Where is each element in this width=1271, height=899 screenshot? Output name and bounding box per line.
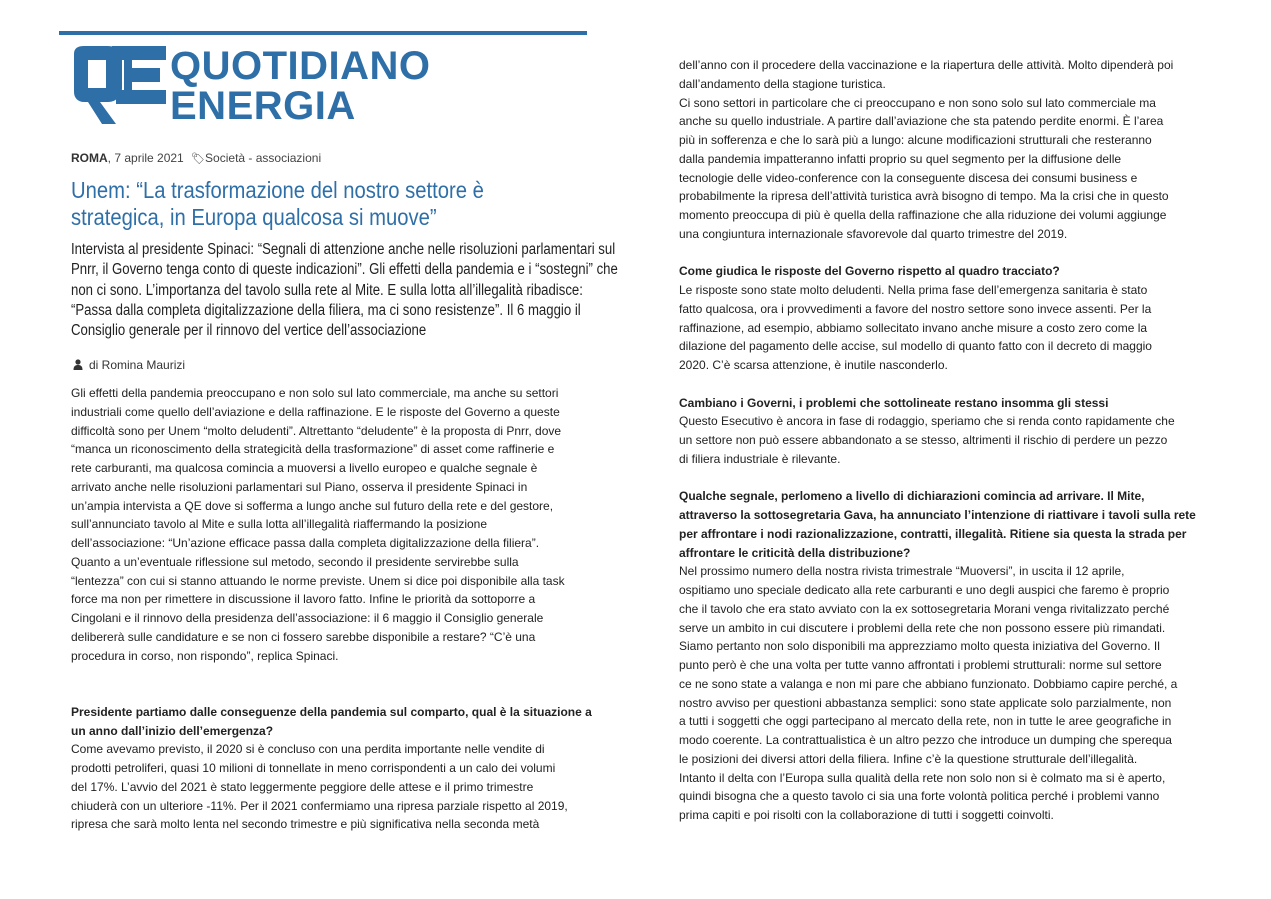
text-line: prima capiti e poi risolti con la collaborazione di tutti i soggetti coinvolti. (679, 808, 1054, 822)
subtitle-line: non ci sono. L’importanza del tavolo sulla rete al Mite. E sulla lotta all’illegalità ribadisce: (71, 281, 583, 299)
text-line: un’ampia intervista a QE dove si sofferma a lungo anche sul futuro della rete e del gestore, (71, 498, 554, 513)
subtitle-line: Pnrr, il Governo tenga conto di queste indicazioni”. Gli effetti della pandemia e i “sostegni” che (71, 261, 618, 279)
text-line: Gli effetti della pandemia preoccupano e non solo sul lato commerciale, ma anche su settori (71, 386, 559, 400)
text-line: rete carburanti, ma qualcosa comincia a muoversi a livello europeo e qualche segnale è (71, 461, 538, 475)
interview-question (679, 487, 1196, 562)
paragraph-spacer (679, 469, 1189, 488)
text-line: un anno dall’inizio dell’emergenza? (71, 723, 274, 738)
text-line: punto però è che una volta per tutte vanno affrontati i problemi strutturali: norme sul settore (679, 658, 1162, 672)
text-line: Presidente partiamo dalle conseguenze della pandemia sul comparto, qual è la situazione a (71, 704, 592, 719)
paragraph (679, 562, 1189, 825)
text-line: più in sofferenza e che lo sarà più a lungo: alcune modificazioni strutturali che resteranno (679, 133, 1152, 147)
header-rule (59, 31, 587, 35)
paragraph (679, 412, 1189, 468)
blank-line (679, 469, 1189, 488)
text-line: Nel prossimo numero della nostra rivista trimestrale “Muoversi”, in uscita il 12 aprile, (679, 564, 1125, 579)
text-line: dalla pandemia impatteranno infatti proprio su quel segmento per la diffusione delle (679, 151, 1122, 166)
text-line: del 17%. L’avvio del 2021 è stato leggermente peggiore delle attese e il primo trimestre (71, 779, 534, 794)
subtitle-line: “Passa dalla completa digitalizzazione della filiera, ma ci sono resistenze”. Il 6 maggio il (71, 301, 581, 319)
text-line: le posizioni dei diversi attori della filiera. Infine c’è la questione strutturale dell’illegalità. (679, 751, 1138, 766)
text-line: ce ne sono state a valanga e non mi pare che abbiano funzionato. Dobbiamo capire perché, a (679, 676, 1178, 691)
article-body-right-column (679, 56, 1196, 825)
text-line: un settore non può essere abbandonato a se stesso, altrimenti il rischio di perdere un pezzo (679, 433, 1168, 447)
text-line: momento preoccupa di più è quella della raffinazione che alla riduzione dei volumi aggiunge (679, 208, 1167, 222)
text-line: arrivato anche nelle risoluzioni parlamentari sul Piano, osserva il presidente Spinaci in (71, 479, 528, 494)
text-line: ripresa che sarà molto lenta nel secondo trimestre e più significativa nella seconda metà (71, 817, 540, 832)
headline-line: Unem: “La trasformazione del nostro settore è (71, 177, 484, 203)
text-line: che il tavolo che era stato avviato con la ex sottosegretaria Morani venga rivitalizzato perché (679, 601, 1170, 616)
brand-logo[interactable] (72, 44, 472, 130)
headline-line: strategica, in Europa qualcosa si muove” (71, 204, 437, 230)
logo-line-2: ENERGIA (170, 84, 356, 128)
text-line: Cingolani e il rinnovo della presidenza dell’associazione: il 6 maggio il Consiglio generale (71, 611, 544, 625)
text-line: Intanto il delta con l’Europa sulla qualità della rete non solo non si è colmato ma si è aperto, (679, 770, 1166, 785)
blank-line (71, 665, 591, 684)
text-line: tecnologie delle video-conference con la conseguente discesa dei consumi business e (679, 170, 1138, 185)
author-name: di Romina Maurizi (89, 358, 186, 372)
text-line: serve un ambito in cui discutere i problemi della rete che non possono essere più rimandati. (679, 620, 1166, 635)
blank-line (679, 375, 1189, 394)
user-icon (73, 359, 83, 370)
text-line: procedura in corso, non rispondo”, replica Spinaci. (71, 648, 339, 663)
article-author (73, 358, 185, 372)
text-line: Le risposte sono state molto deludenti. Nella prima fase dell’emergenza sanitaria è stato (679, 283, 1148, 297)
text-line: industriali come quello dell’aviazione e della raffinazione. E le risposte del Governo a queste (71, 404, 560, 419)
text-line: Ci sono settori in particolare che ci preoccupano e non sono solo sul lato commerciale ma (679, 95, 1156, 110)
interview-question (679, 262, 1189, 281)
article-meta (71, 151, 321, 165)
text-line: difficoltà sono per Unem “molto deludenti”. Altrettanto “deludente” è la proposta di Pnrr, dove (71, 423, 562, 438)
text-line: a tutti i soggetti che oggi partecipano al mercato della rete, non in tutte le aree geografiche in (679, 714, 1172, 729)
dateline-city: ROMA (71, 151, 108, 165)
text-line: attraverso la sottosegretaria Gava, ha annunciato l’intenzione di riattivare i tavoli sulla rete (679, 508, 1196, 522)
text-line: affrontare le criticità della distribuzione? (679, 545, 911, 560)
text-line: dell’associazione: “Un’azione efficace passa dalla completa digitalizzazione della filiera”. (71, 536, 540, 550)
text-line: fatto qualcosa, ora i provvedimenti a favore del nostro settore sono invece assenti. Per la (679, 301, 1152, 316)
paragraph-spacer (71, 684, 591, 703)
text-line: chiuderà con un ulteriore -11%. Per il 2021 confermiamo una ripresa parziale rispetto al 2019, (71, 798, 568, 813)
text-line: Qualche segnale, perlomeno a livello di dichiarazioni comincia ad arrivare. Il Mite, (679, 489, 1145, 504)
text-line: 2020. C’è scarsa attenzione, è inutile nasconderlo. (679, 358, 948, 372)
text-line: sull’annunciato tavolo al Mite e sulla lotta all’illegalità riaffermando la posizione (71, 517, 488, 532)
article-headline (71, 177, 529, 231)
subtitle-line: Consiglio generale per il rinnovo del vertice dell’associazione (71, 322, 427, 340)
paragraph (679, 56, 1189, 244)
text-line: Siamo pertanto non solo disponibili ma apprezziamo molto questa iniziativa del Governo. Il (679, 639, 1160, 654)
text-line: Come giudica le risposte del Governo rispetto al quadro tracciato? (679, 264, 1060, 279)
text-line: dall’andamento della stagione turistica. (679, 76, 886, 91)
interview-question (71, 703, 591, 741)
logo-line-1: QUOTIDIANO (170, 44, 431, 88)
paragraph (71, 384, 591, 665)
blank-line (679, 244, 1189, 263)
text-line: Cambiano i Governi, i problemi che sottolineate restano insomma gli stessi (679, 395, 1109, 410)
paragraph-spacer (71, 665, 591, 684)
subtitle-line: Intervista al presidente Spinaci: “Segnali di attenzione anche nelle risoluzioni parlamentari sul (71, 241, 616, 258)
text-line: una congiuntura internazionale sfavorevole dal quarto trimestre del 2019. (679, 226, 1068, 241)
text-line: force ma non per rimettere in discussione il lavoro fatto. Infine le priorità da sottoporre a (71, 592, 536, 607)
paragraph-spacer (679, 375, 1189, 394)
text-line: nostro avviso per questioni abbastanza semplici: sono state applicate solo parzialmente, non (679, 695, 1172, 710)
paragraph-spacer (679, 244, 1189, 263)
text-line: probabilmente la ripresa dell’attività turistica avrà bisogno di tempo. Ma la crisi che in questo (679, 189, 1169, 204)
dateline-date: , 7 aprile 2021 (107, 151, 184, 165)
text-line: Questo Esecutivo è ancora in fase di rodaggio, speriamo che si renda conto rapidamente che (679, 414, 1175, 429)
text-line: quindi bisogna che a questo tavolo ci sia una forte volontà politica perché i problemi vanno (679, 789, 1160, 804)
text-line: dell’anno con il procedere della vaccinazione e la riapertura delle attività. Molto dipenderà poi (679, 58, 1174, 72)
category-link[interactable]: Società - associazioni (205, 151, 322, 165)
logo-wordmark (170, 46, 431, 126)
text-line: prodotti petroliferi, quasi 10 milioni di tonnellate in meno corrispondenti a un calo dei volumi (71, 761, 556, 775)
interview-question (679, 394, 1189, 413)
text-line: per affrontare i nodi razionalizzazione, contratti, illegalità. Ritiene sia questa la strada per (679, 526, 1187, 541)
article-subtitle (71, 240, 618, 341)
text-line: delibererà sulle candidature e se non ci fossero sarebbe disponibile a restare? “C’è una (71, 629, 536, 644)
paragraph (71, 740, 591, 834)
text-line: “lentezza” con cui si stanno attuando le norme previste. Unem si dice poi disponibile alla task (71, 573, 565, 588)
text-line: ospitiamo uno speciale dedicato alla rete carburanti e uno degli auspici che faremo è proprio (679, 583, 1170, 597)
text-line: anche su quello industriale. A partire dall’aviazione che sta patendo perdite enormi. È l’area (679, 114, 1164, 129)
text-line: Come avevamo previsto, il 2020 si è concluso con una perdita importante nelle vendite di (71, 742, 545, 757)
paragraph (679, 281, 1189, 375)
text-line: “manca un riconoscimento della strategicità della trasformazione” di asset come raffinerie e (71, 442, 555, 457)
text-line: Quanto a un’eventuale riflessione sul metodo, secondo il presidente servirebbe sulla (71, 554, 519, 569)
text-line: dilazione del pagamento delle accise, sul modello di quanto fatto con il decreto di maggio (679, 339, 1152, 354)
blank-line (71, 684, 591, 703)
text-line: raffinazione, ad esempio, abbiamo sollecitato invano anche misure a costo zero come la (679, 320, 1148, 335)
text-line: modo coerente. La contrattualistica è un altro pezzo che introduce un dumping che sperequa (679, 733, 1172, 747)
tag-icon: 🏷︎ (191, 153, 206, 165)
text-line: di filiera industriale è rilevante. (679, 451, 841, 466)
qe-logo-mark-icon (72, 44, 168, 130)
article-body-left-column (71, 384, 591, 834)
